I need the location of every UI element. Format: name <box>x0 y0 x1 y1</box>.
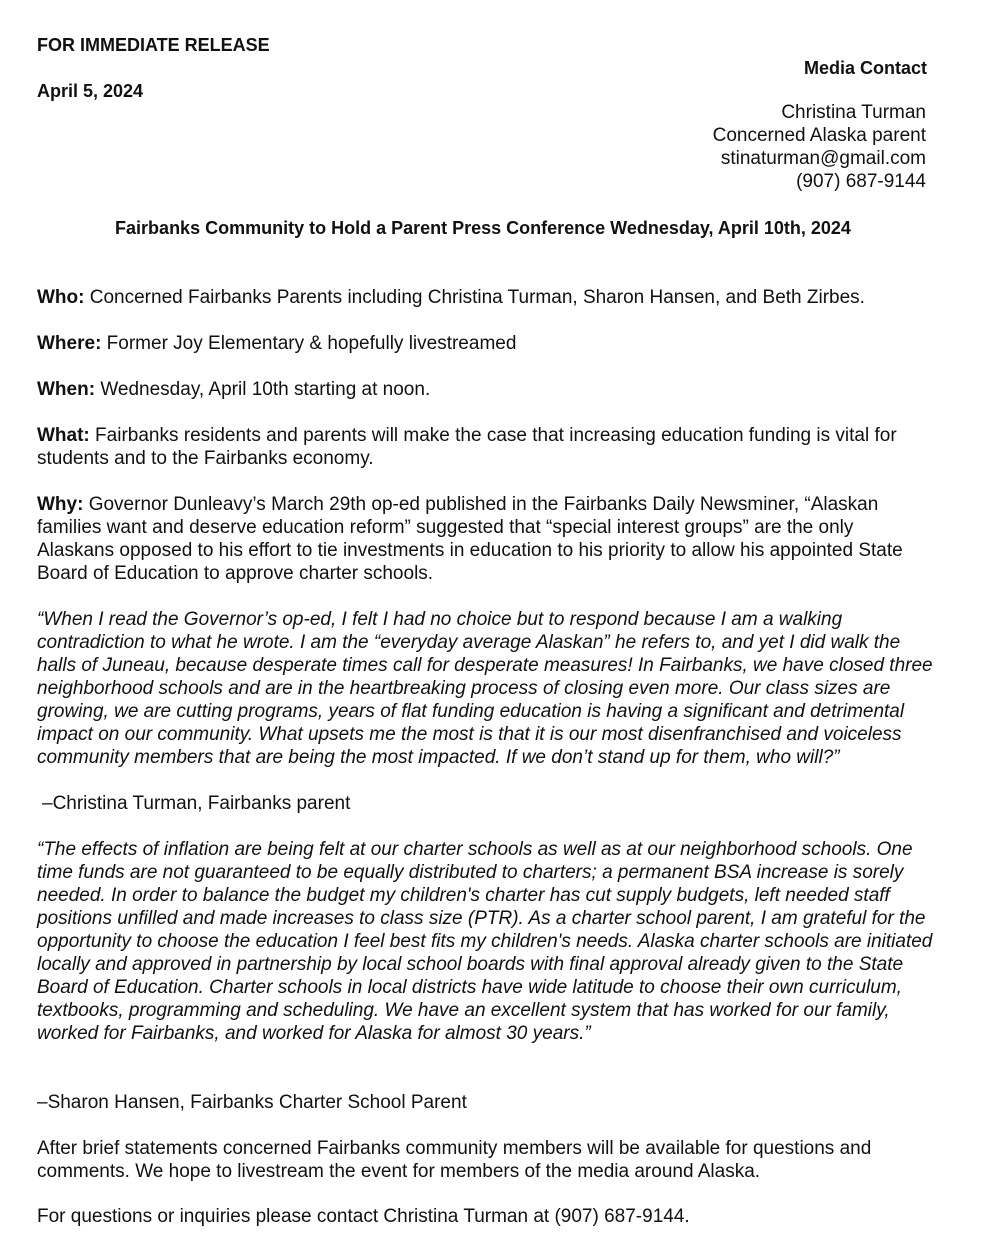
what-text: Fairbanks residents and parents will make the case that increasing education funding is vital for students and to the Fairbanks economy. <box>37 425 897 469</box>
contact-phone: (907) 687-9144 <box>796 171 926 192</box>
where-text: Former Joy Elementary & hopefully livestreamed <box>101 333 517 354</box>
where-label: Where: <box>37 333 102 354</box>
who-paragraph <box>37 286 937 309</box>
contact-name: Christina Turman <box>781 102 926 123</box>
quote-sharon-hansen: “The effects of inflation are being felt at our charter schools as well as at our neighborhood schools. One time funds are not guaranteed to be equally distributed to charters; a permanent BSA increase is sorely needed. In order to balance the budget my children's charter has cut supply budgets, left needed staff positions unfilled and made increases to class size (PTR). As a charter school parent, I am grateful for the opportunity to choose the education I feel best fits my children's needs. Alaska charter schools are initiated locally and approved in partnership by local school boards with final approval already given to the State Board of Education. Charter schools in local districts have wide latitude to choose their own curriculum, textbooks, programming and scheduling. We have an excellent system that has worked for our family, worked for Fairbanks, and worked for Alaska for almost 30 years.” <box>37 839 933 1044</box>
contact-role: Concerned Alaska parent <box>712 125 926 146</box>
release-date: April 5, 2024 <box>37 81 144 101</box>
why-paragraph <box>37 493 932 585</box>
headline: Fairbanks Community to Hold a Parent Press Conference Wednesday, April 10th, 2024 <box>115 218 851 238</box>
closing-statement: After brief statements concerned Fairbanks community members will be available for questions and comments. We hope to livestream the event for members of the media around Alaska. <box>37 1138 872 1182</box>
inquiries-line: For questions or inquiries please contact Christina Turman at (907) 687-9144. <box>37 1206 690 1227</box>
media-contact-block <box>713 101 926 193</box>
who-text: Concerned Fairbanks Parents including Christina Turman, Sharon Hansen, and Beth Zirbes. <box>84 287 865 308</box>
quote-christina-attribution: –Christina Turman, Fairbanks parent <box>42 793 351 814</box>
what-label: What: <box>37 425 90 446</box>
when-text: Wednesday, April 10th starting at noon. <box>95 379 431 400</box>
who-label: Who: <box>37 287 85 308</box>
what-paragraph <box>37 424 927 470</box>
when-paragraph <box>37 378 937 401</box>
quote-christina-turman: “When I read the Governor’s op-ed, I felt I had no choice but to respond because I am a walking contradiction to what he wrote. I am the “everyday average Alaskan” he refers to, and yet I did walk the halls of Juneau, because desperate times call for desperate measures! In Fairbanks, we have closed three neighborhood schools and are in the heartbreaking process of closing even more. Our class sizes are growing, we are cutting programs, years of flat funding education is having a significant and detrimental impact on our community. What upsets me the most is that it is our most disenfranchised and voiceless community members that are being the most impacted. If we don’t stand up for them, who will?” <box>37 609 933 768</box>
when-label: When: <box>37 379 96 400</box>
release-label: FOR IMMEDIATE RELEASE <box>37 35 270 55</box>
why-label: Why: <box>37 494 84 515</box>
contact-email: stinaturman@gmail.com <box>720 148 926 169</box>
media-contact-heading: Media Contact <box>803 58 927 78</box>
why-text: Governor Dunleavy’s March 29th op-ed published in the Fairbanks Daily Newsminer, “Alaskan families want and deserve education reform” suggested that “special interest groups” are the only Alaskans opposed to his effort to tie investments in education to his priority to allow his appointed State Board of Education to approve charter schools. <box>37 494 903 584</box>
quote-sharon-attribution: –Sharon Hansen, Fairbanks Charter School Parent <box>37 1092 467 1113</box>
where-paragraph <box>37 332 937 355</box>
